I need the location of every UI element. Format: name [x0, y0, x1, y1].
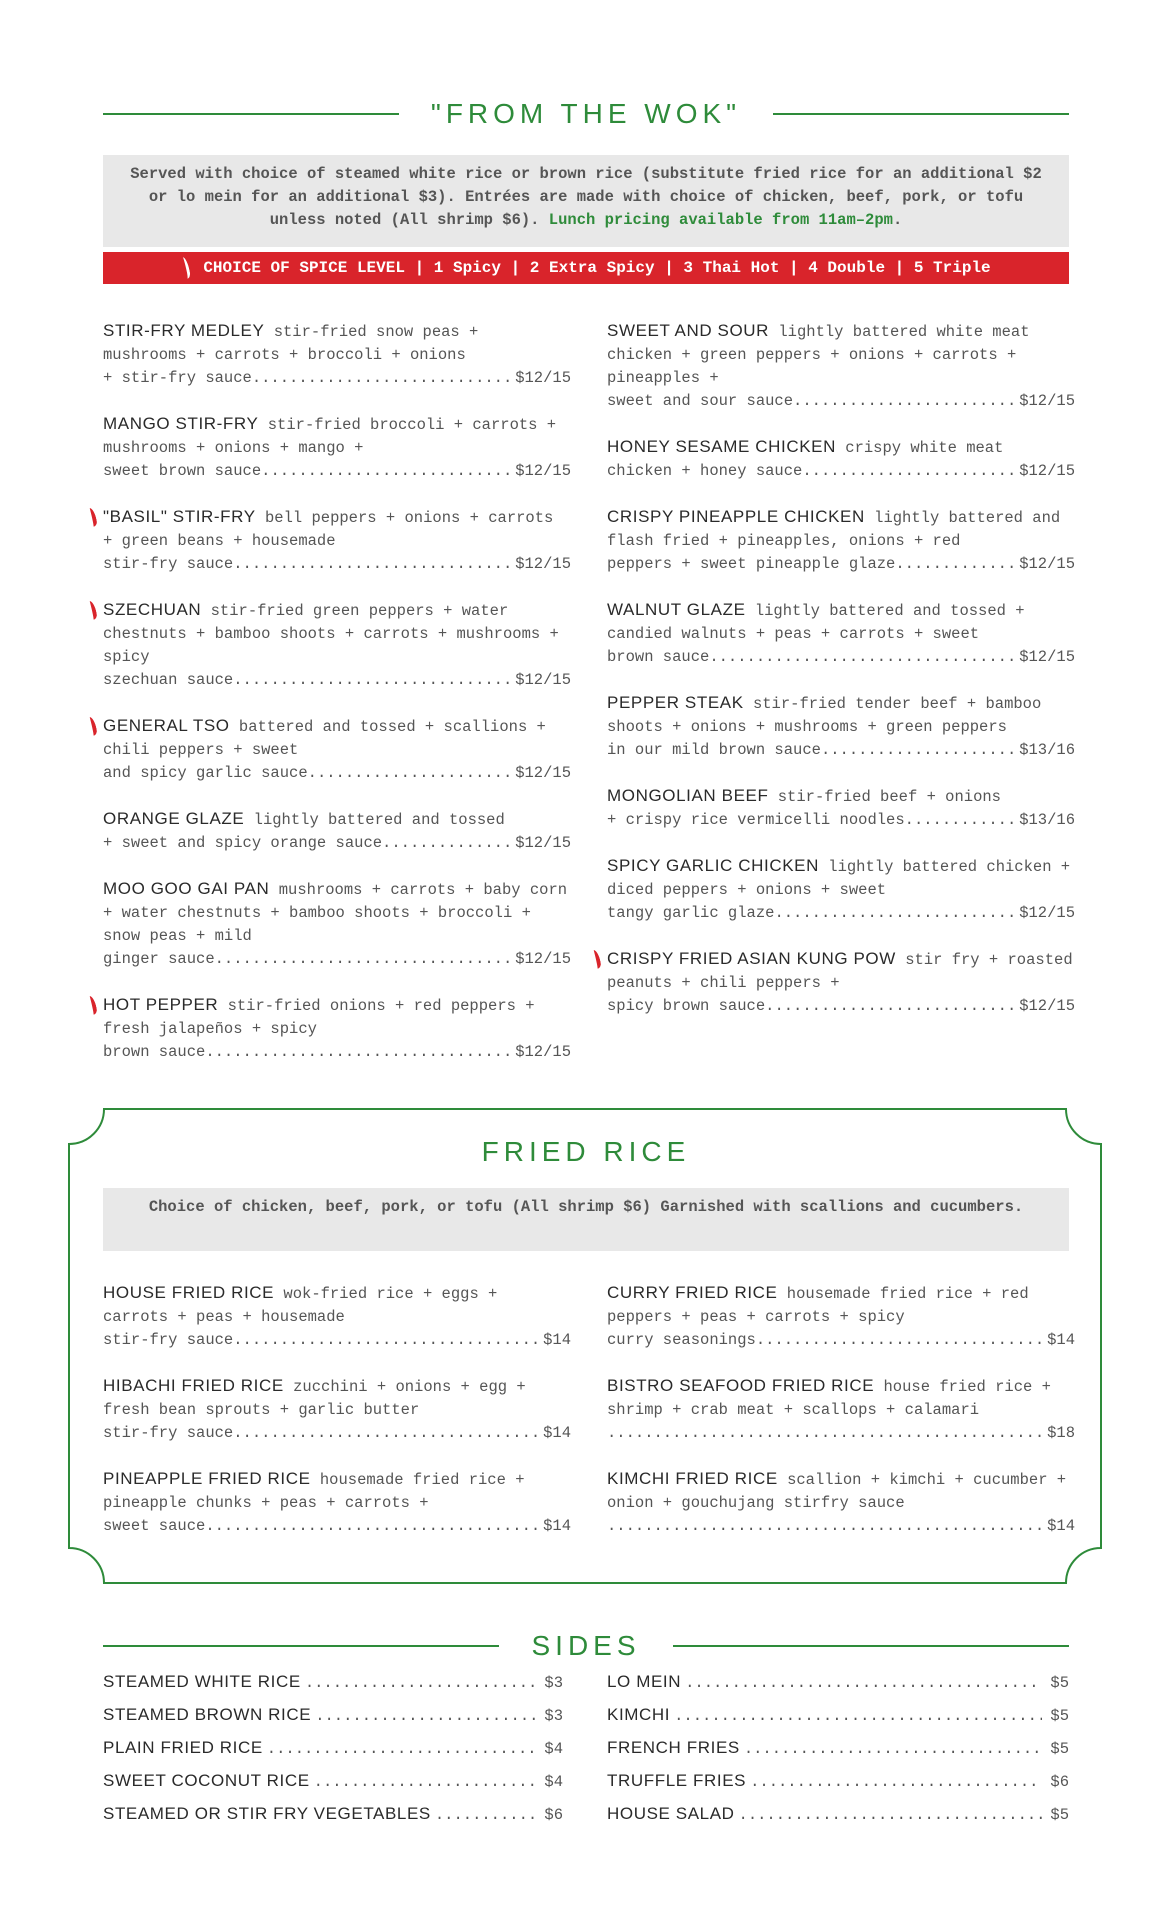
item-desc-last: brown sauce [607, 648, 710, 666]
item-desc: stir-fried broccoli + carrots + mushrooms + onions + mango + [103, 416, 557, 457]
item-name: CURRY FRIED RICE [607, 1283, 778, 1302]
menu-item [103, 319, 571, 390]
item-name: SWEET AND SOUR [607, 321, 770, 340]
side-name: SWEET COCONUT RICE [103, 1771, 310, 1790]
menu-item [607, 435, 1075, 483]
item-desc-last: stir-fry sauce [103, 1331, 234, 1349]
side-item [607, 1666, 1069, 1699]
side-item [103, 1798, 563, 1831]
menu-item [607, 505, 1075, 576]
item-desc-last: stir-fry sauce [103, 1424, 234, 1442]
menu-item [103, 1374, 571, 1445]
side-price: $6 [544, 1806, 563, 1824]
pepper-icon [85, 507, 98, 527]
side-item [103, 1699, 563, 1732]
fried-rice-header [103, 1136, 1069, 1168]
item-desc-last: spicy brown sauce [607, 997, 766, 1015]
item-price: $12/15 [515, 764, 571, 782]
sides-right-column [607, 1666, 1069, 1831]
item-desc: mushrooms + carrots + baby corn + water chestnuts + bamboo shoots + broccoli + snow peas + mild [103, 881, 568, 945]
item-name: GENERAL TSO [103, 716, 230, 735]
menu-item [103, 807, 571, 855]
item-desc-last: sweet brown sauce [103, 462, 262, 480]
side-item [103, 1732, 563, 1765]
item-price: $12/15 [515, 369, 571, 387]
item-desc: crispy white meat [835, 439, 1004, 457]
item-name: "BASIL" STIR-FRY [103, 507, 256, 526]
side-name: STEAMED OR STIR FRY VEGETABLES [103, 1804, 431, 1823]
wok-info-end: . [892, 211, 903, 229]
item-price: $14 [1047, 1517, 1075, 1535]
item-price: $12/15 [515, 1043, 571, 1061]
item-desc-last: + sweet and spicy orange sauce [103, 834, 383, 852]
item-desc: battered and tossed + scallions + chili peppers + sweet [103, 718, 546, 759]
pepper-icon [85, 600, 98, 620]
pepper-icon [179, 256, 191, 279]
side-name: HOUSE SALAD [607, 1804, 735, 1823]
header-rule-right [773, 113, 1069, 115]
pepper-icon [85, 995, 98, 1015]
wok-info-box [103, 155, 1069, 247]
menu-item [103, 1467, 571, 1538]
item-name: ORANGE GLAZE [103, 809, 245, 828]
item-desc-last: + crispy rice vermicelli noodles [607, 811, 905, 829]
sides-left-column [103, 1666, 563, 1831]
item-desc: scallion + kimchi + cucumber + onion + gouchujang stirfry sauce [607, 1471, 1067, 1512]
item-desc-last: szechuan sauce [103, 671, 234, 689]
side-item [607, 1732, 1069, 1765]
side-price: $5 [1050, 1806, 1069, 1824]
item-desc-last: chicken + honey sauce [607, 462, 803, 480]
menu-item [103, 993, 571, 1064]
wok-left-column [103, 319, 571, 1086]
menu-item [607, 854, 1075, 925]
item-price: $12/15 [515, 950, 571, 968]
item-desc: housemade fried rice + pineapple chunks + peas + carrots + [103, 1471, 525, 1512]
item-desc-last: brown sauce [103, 1043, 206, 1061]
side-name: KIMCHI [607, 1705, 671, 1724]
item-name: PINEAPPLE FRIED RICE [103, 1469, 311, 1488]
menu-item [103, 714, 571, 785]
menu-item [607, 947, 1075, 1018]
item-desc: lightly battered white meat chicken + green peppers + onions + carrots + pineapples + [607, 323, 1030, 387]
menu-item [103, 1281, 571, 1352]
item-desc-last: sweet sauce [103, 1517, 206, 1535]
item-desc-last: and spicy garlic sauce [103, 764, 308, 782]
item-price: $12/15 [515, 462, 571, 480]
side-price: $5 [1050, 1707, 1069, 1725]
item-price: $12/15 [515, 834, 571, 852]
side-item [607, 1699, 1069, 1732]
item-desc-last: + stir-fry sauce [103, 369, 252, 387]
item-desc-last: ginger sauce [103, 950, 215, 968]
sides-section-title: SIDES [531, 1630, 641, 1661]
side-name: PLAIN FRIED RICE [103, 1738, 263, 1757]
item-desc-last: tangy garlic glaze [607, 904, 775, 922]
side-price: $3 [544, 1674, 563, 1692]
menu-item [103, 412, 571, 483]
item-price: $13/16 [1019, 741, 1075, 759]
wok-right-column [607, 319, 1075, 1040]
side-item [103, 1666, 563, 1699]
side-name: STEAMED WHITE RICE [103, 1672, 301, 1691]
item-price: $12/15 [1019, 555, 1075, 573]
side-price: $5 [1050, 1740, 1069, 1758]
side-price: $6 [1050, 1773, 1069, 1791]
item-name: SZECHUAN [103, 600, 202, 619]
item-name: HOT PEPPER [103, 995, 219, 1014]
header-rule-left [103, 1645, 499, 1647]
item-desc: stir-fried beef + onions [768, 788, 1001, 806]
item-desc-last: in our mild brown sauce [607, 741, 821, 759]
item-price: $12/15 [1019, 392, 1075, 410]
menu-item [607, 691, 1075, 762]
item-price: $18 [1047, 1424, 1075, 1442]
item-price: $14 [1047, 1331, 1075, 1349]
item-name: PEPPER STEAK [607, 693, 744, 712]
item-name: HONEY SESAME CHICKEN [607, 437, 836, 456]
item-price: $14 [543, 1424, 571, 1442]
item-price: $12/15 [515, 671, 571, 689]
item-name: MONGOLIAN BEEF [607, 786, 769, 805]
item-price: $12/15 [1019, 462, 1075, 480]
item-name: BISTRO SEAFOOD FRIED RICE [607, 1376, 875, 1395]
item-price: $14 [543, 1331, 571, 1349]
sides-section-header [103, 1630, 1069, 1662]
side-price: $4 [544, 1740, 563, 1758]
item-desc: lightly battered and tossed + candied walnuts + peas + carrots + sweet [607, 602, 1025, 643]
item-name: MOO GOO GAI PAN [103, 879, 270, 898]
fried-rice-title: FRIED RICE [481, 1136, 691, 1167]
item-name: HOUSE FRIED RICE [103, 1283, 275, 1302]
menu-item [607, 319, 1075, 413]
menu-item [607, 598, 1075, 669]
side-name: LO MEIN [607, 1672, 682, 1691]
item-desc: stir-fried green peppers + water chestnuts + bamboo shoots + carrots + mushrooms + spicy [103, 602, 559, 666]
item-price: $12/15 [1019, 997, 1075, 1015]
item-desc: stir-fried onions + red peppers + fresh jalapeños + spicy [103, 997, 535, 1038]
item-price: $14 [543, 1517, 571, 1535]
item-name: WALNUT GLAZE [607, 600, 746, 619]
header-rule-left [103, 113, 399, 115]
side-item [103, 1765, 563, 1798]
item-desc: stir-fried snow peas + mushrooms + carrots + broccoli + onions [103, 323, 479, 364]
pepper-icon [589, 949, 602, 969]
item-desc: lightly battered chicken + diced peppers + onions + sweet [607, 858, 1071, 899]
item-desc-last: stir-fry sauce [103, 555, 234, 573]
item-name: SPICY GARLIC CHICKEN [607, 856, 819, 875]
fried-rice-left-column [103, 1281, 571, 1560]
item-desc: lightly battered and flash fried + pineapples, onions + red [607, 509, 1061, 550]
item-name: CRISPY FRIED ASIAN KUNG POW [607, 949, 896, 968]
menu-item [607, 1374, 1075, 1445]
item-price: $12/15 [1019, 904, 1075, 922]
wok-section-header [103, 98, 1069, 130]
side-name: TRUFFLE FRIES [607, 1771, 747, 1790]
spice-level-text: CHOICE OF SPICE LEVEL | 1 Spicy | 2 Extra Spicy | 3 Thai Hot | 4 Double | 5 Triple [203, 259, 991, 277]
item-desc: stir-fried tender beef + bamboo shoots + onions + mushrooms + green peppers [607, 695, 1042, 736]
menu-item [607, 784, 1075, 832]
item-price: $12/15 [515, 555, 571, 573]
item-desc: bell peppers + onions + carrots + green beans + housemade [103, 509, 554, 550]
item-desc-last: sweet and sour sauce [607, 392, 794, 410]
side-name: STEAMED BROWN RICE [103, 1705, 312, 1724]
fried-rice-info-box [103, 1188, 1069, 1251]
header-rule-right [673, 1645, 1069, 1647]
side-item [607, 1765, 1069, 1798]
item-desc: house fried rice + shrimp + crab meat + scallops + calamari [607, 1378, 1051, 1419]
side-price: $3 [544, 1707, 563, 1725]
item-desc: housemade fried rice + red peppers + peas + carrots + spicy [607, 1285, 1029, 1326]
spice-level-bar [103, 252, 1069, 284]
item-desc-last: peppers + sweet pineapple glaze [607, 555, 896, 573]
lunch-pricing-note: Lunch pricing available from 11am–2pm [548, 211, 893, 229]
item-name: HIBACHI FRIED RICE [103, 1376, 284, 1395]
menu-item [607, 1281, 1075, 1352]
item-name: STIR-FRY MEDLEY [103, 321, 265, 340]
item-desc: stir fry + roasted peanuts + chili peppers + [607, 951, 1073, 992]
side-price: $5 [1050, 1674, 1069, 1692]
menu-item [103, 877, 571, 971]
item-price: $12/15 [1019, 648, 1075, 666]
item-name: KIMCHI FRIED RICE [607, 1469, 778, 1488]
side-name: FRENCH FRIES [607, 1738, 740, 1757]
pepper-icon [85, 716, 98, 736]
item-desc: wok-fried rice + eggs + carrots + peas + housemade [103, 1285, 498, 1326]
item-name: CRISPY PINEAPPLE CHICKEN [607, 507, 865, 526]
item-desc: lightly battered and tossed [244, 811, 505, 829]
item-desc: zucchini + onions + egg + fresh bean sprouts + garlic butter [103, 1378, 526, 1419]
menu-item [607, 1467, 1075, 1538]
side-price: $4 [544, 1773, 563, 1791]
item-price: $13/16 [1019, 811, 1075, 829]
fried-rice-info-text: Choice of chicken, beef, pork, or tofu (All shrimp $6) Garnished with scallions and cucumbers. [148, 1198, 1024, 1216]
fried-rice-right-column [607, 1281, 1075, 1560]
side-item [607, 1798, 1069, 1831]
item-desc-last: curry seasonings [607, 1331, 756, 1349]
wok-section-title: "FROM THE WOK" [430, 98, 742, 129]
wok-info-text: Served with choice of steamed white rice or brown rice (substitute fried rice for an additional $2 or lo mein for an additional $3). Entrées are made with choice of chicken, beef, pork, or tofu unless noted (All shrimp $6). [130, 165, 1042, 229]
menu-item [103, 505, 571, 576]
menu-item [103, 598, 571, 692]
item-name: MANGO STIR-FRY [103, 414, 259, 433]
